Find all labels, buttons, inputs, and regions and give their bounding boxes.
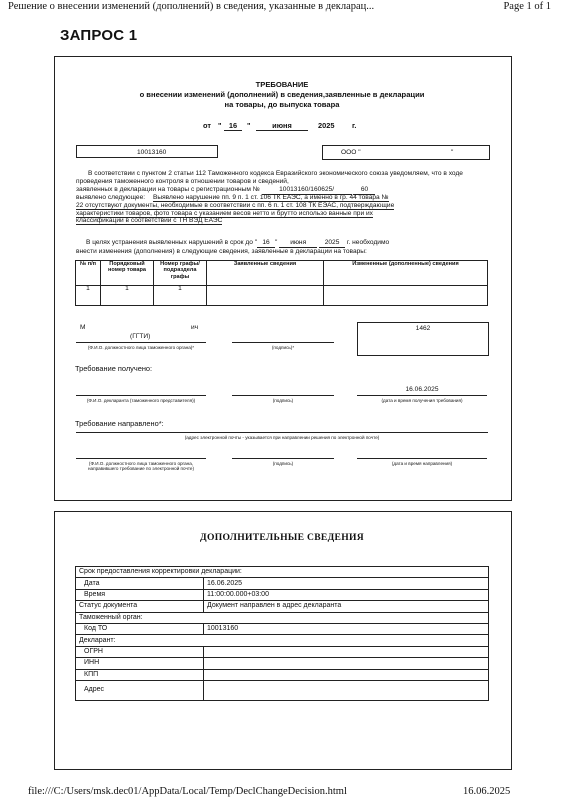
additional-row-label: Срок предоставления корректировки декларации: [76,567,489,578]
print-date: 16.06.2025 [463,786,511,797]
officer-sign-line [232,342,334,343]
col-header-num: № п/п [76,261,101,286]
request-heading: ЗАПРОС 1 [60,27,138,44]
officer-name-tail: ич [191,324,199,331]
sent-officer-line [76,458,206,459]
sent-sign-caption: (подпись) [272,461,294,466]
col-header-declared: Заявленные сведения [207,261,324,286]
additional-row-label: Дата [76,578,204,589]
officer-org: (ГГТИ) [130,333,151,340]
table-row: 1 1 1 [76,286,488,306]
additional-row-label: Время [76,589,204,600]
additional-row [76,646,489,657]
declarant-caption: (Ф.И.О. декларанта (таможенного представителя)) [86,398,196,403]
additional-row-value [204,658,489,669]
officer-initial: М [80,324,86,331]
additional-row [76,578,489,589]
declarant-line [76,395,206,396]
legal-basis-paragraph: В соответствии с пунктом 2 статьи 112 Таможенного кодекса Евразийского экономического союза уведомляем, что в ходе проведения таможенного контроля в отношении товаров и сведений, [76,170,463,185]
additional-row [76,658,489,669]
sent-date-caption: (дата и время направления) [391,461,453,466]
customs-code-box: 10013160 [76,145,218,158]
received-label: Требование получено: [75,364,153,373]
additional-row [76,669,489,680]
additional-row-label: Адрес [76,680,204,700]
additional-row-label: Декларант: [76,635,489,646]
additional-row-value [204,669,489,680]
additional-row [76,567,489,578]
col-header-changed: Измененные (дополненные) сведения [324,261,488,286]
additional-row-label: Код ТО [76,623,204,634]
deadline-block: В целях устранения выявленных нарушений в срок до " 16 " июня 2025 г. необходимо внести изменения (дополнения) в следующие сведения, заявленные в декларации на товары: [76,239,390,255]
additional-row [76,589,489,600]
received-sign-caption: (подпись) [272,398,294,403]
table-header-row [76,261,488,286]
additional-row-value: 10013160 [204,623,489,634]
officer-sign-caption: (подпись)* [271,345,295,350]
revealed-block: выявлено следующее: Выявлено нарушение пп. 9 п. 1 ст. 106 ТК ЕАЭС, а именно в гр. 44 товара № 22 отсутствуют документы, необходимые в соответствии с пп. 6 п. 1 ст. 108 ТК ЕЭАС, подтверждающие характеристики товаров, фото товара с указанием весов нетто и брутто использо ванные при их классификации в соответствии с ТН ВЭД ЕАЭС [76,194,395,225]
additional-row-value [204,680,489,700]
additional-row [76,601,489,612]
additional-row-value [204,646,489,657]
additional-row-value: 16.06.2025 [204,578,489,589]
additional-row-label: Таможенный орган: [76,612,489,623]
officer-caption: (Ф.И.О. должностного лица таможенного органа)* [87,345,195,350]
additional-row-value: 11:00:00.000+03:00 [204,589,489,600]
requirement-subtitle-1: о внесении изменений (дополнений) в сведения,заявленные в декларации [139,90,425,99]
sent-sign-line [232,458,334,459]
additional-row-label: Статус документа [76,601,204,612]
col-header-item: Порядковый номер товара [101,261,154,286]
sent-officer-caption: (Ф.И.О. должностного лица таможенного органа, направившего требование по электронной почте) [87,461,195,472]
requirement-title: ТРЕБОВАНИЕ [255,80,309,89]
col-header-field: Номер графы/ подраздела графы [154,261,207,286]
print-header [0,0,565,18]
document-title: Решение о внесении изменений (дополнений) в сведения, указанные в декларац... [8,1,375,12]
additional-row [76,612,489,623]
requirement-subtitle-2: на товары, до выпуска товара [224,100,340,109]
received-sign-line [232,395,334,396]
registration-line: заявленных в декларации на товары с регистрационным № 10013160/160625/ 60 [76,186,496,195]
additional-row-value: Документ направлен в адрес декларанта [204,601,489,612]
email-caption: (адрес электронной почты - указывается при направлении решения по электронной почте) [184,435,380,440]
sent-label: Требование направлено*: [75,419,164,428]
received-date: 16.06.2025 [405,386,439,393]
additional-row-label: КПП [76,669,204,680]
received-date-caption: (дата и время получения требования) [381,398,463,403]
additional-table [75,566,489,701]
officer-number-box: 1462 [357,322,489,356]
additional-row-label: ИНН [76,658,204,669]
file-path: file:///C:/Users/msk.dec01/AppData/Local/Temp/DeclChangeDecision.html [28,786,347,797]
officer-line [76,342,206,343]
sent-date-line [357,458,487,459]
additional-row [76,635,489,646]
additional-row [76,680,489,700]
changes-table [75,260,488,306]
additional-row-label: ОГРН [76,646,204,657]
page-number: Page 1 of 1 [503,1,551,12]
email-line [76,432,488,433]
additional-title: ДОПОЛНИТЕЛЬНЫЕ СВЕДЕНИЯ [200,532,364,543]
additional-row [76,623,489,634]
received-date-line [357,395,487,396]
company-box: ООО " " [322,145,490,160]
registration-number: 10013160/160625/ [262,186,352,195]
